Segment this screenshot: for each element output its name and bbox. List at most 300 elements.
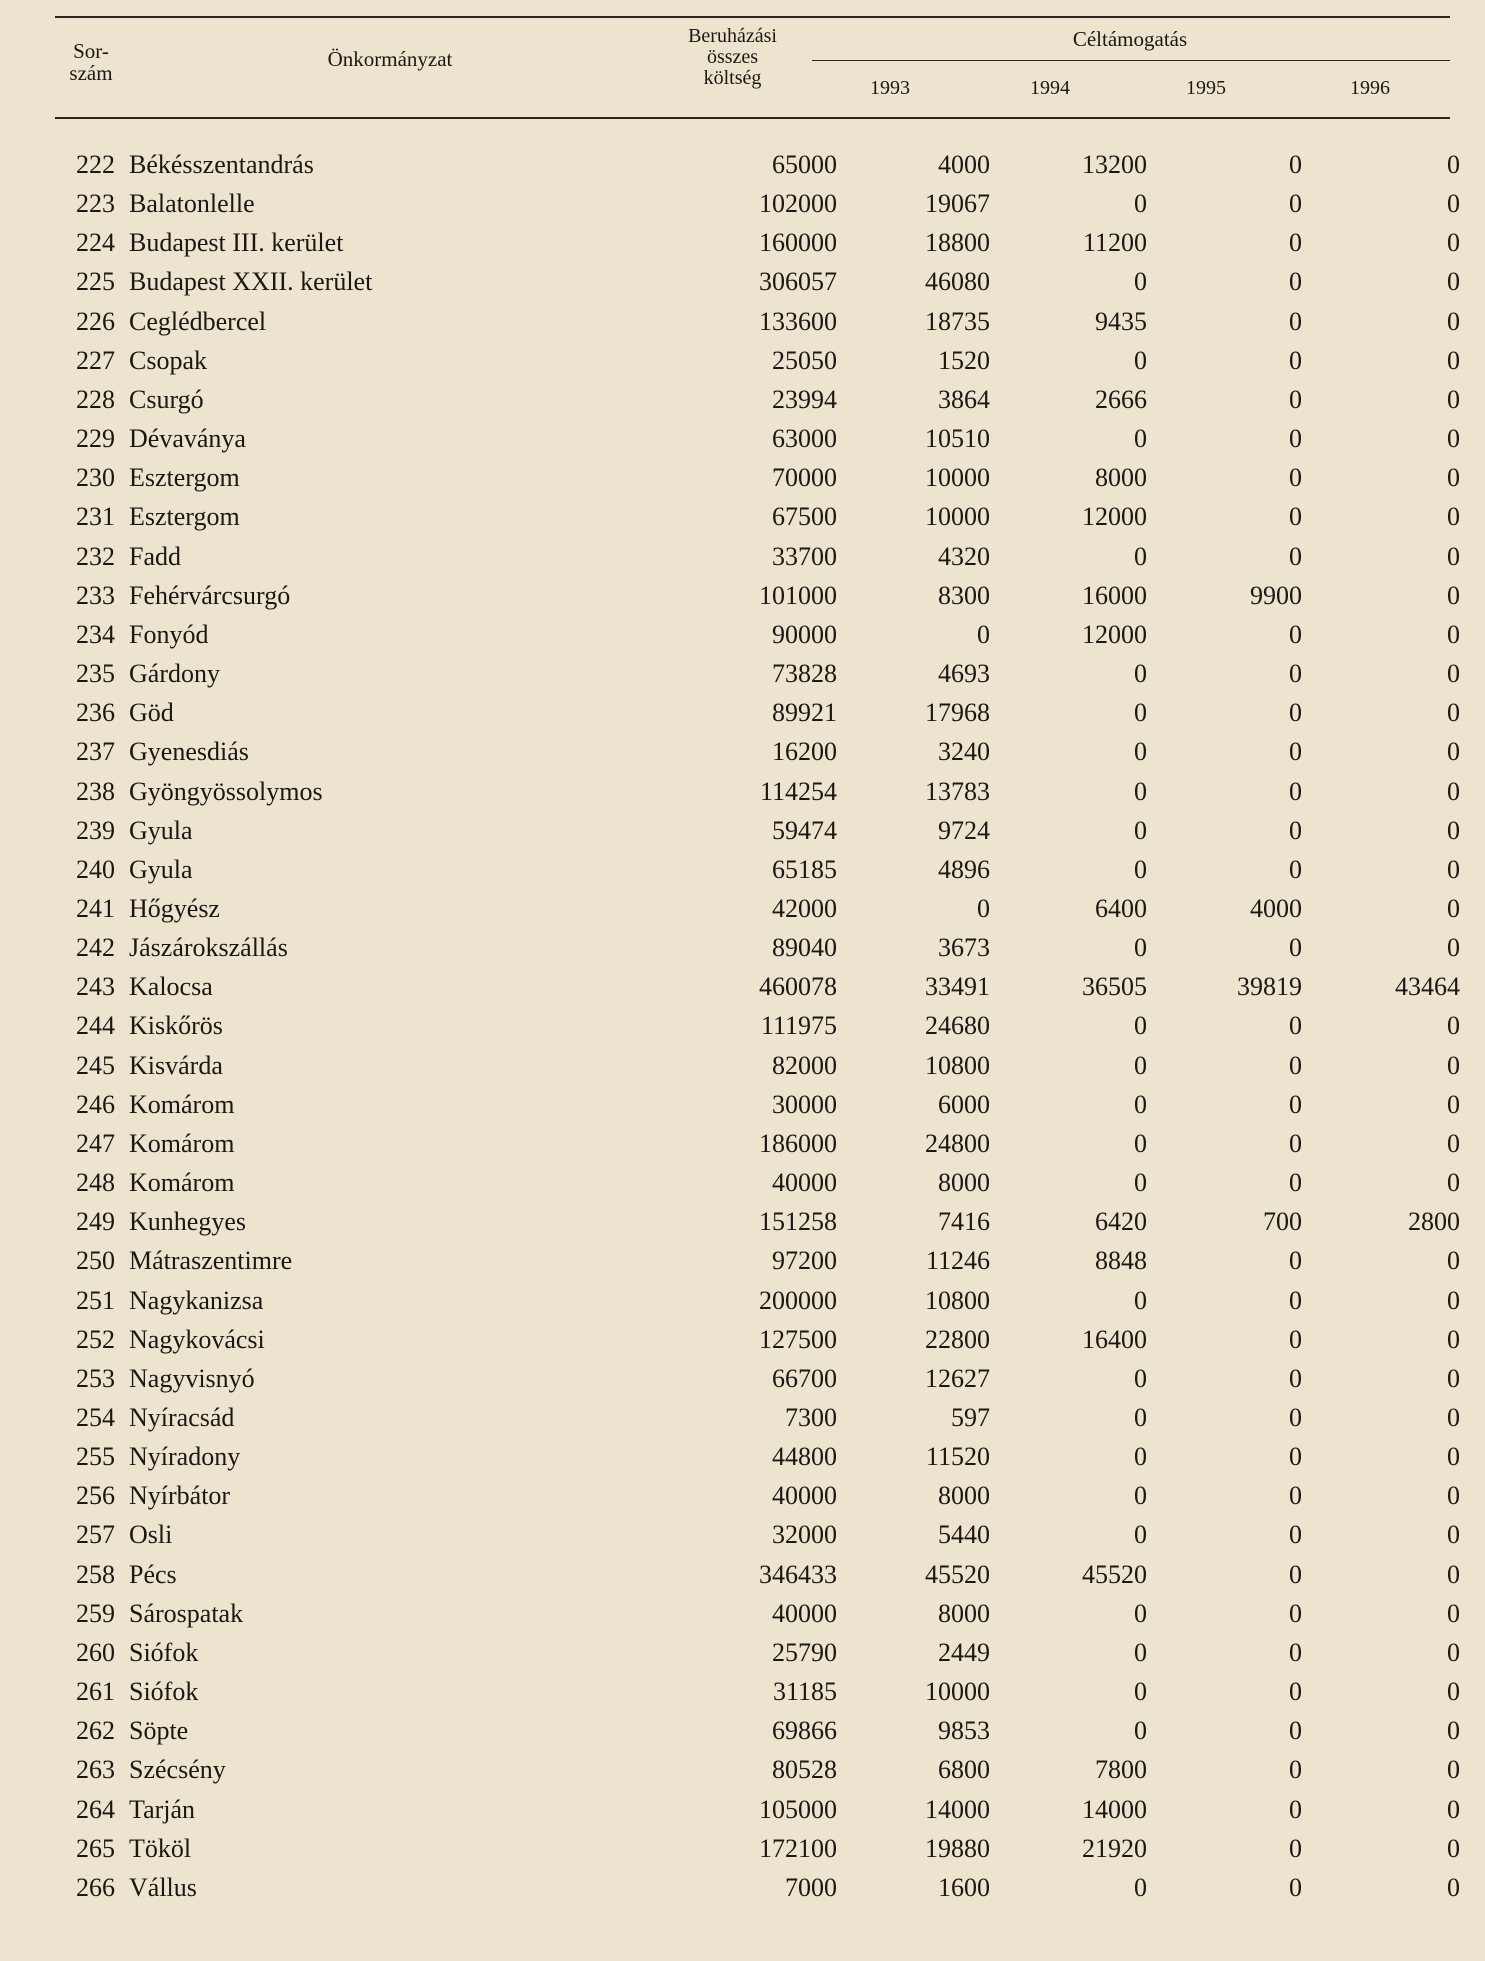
total-cost: 73828 [772, 659, 837, 689]
grant-1996: 0 [1447, 345, 1460, 375]
grant-1994: 0 [1134, 854, 1147, 884]
grant-1996: 0 [1447, 619, 1460, 649]
total-cost: 160000 [759, 228, 837, 258]
row-number: 222 [76, 150, 115, 179]
grant-1996: 0 [1447, 502, 1460, 532]
grant-1993: 18800 [925, 228, 990, 258]
row-number: 265 [76, 1833, 115, 1863]
grant-1996: 0 [1447, 1089, 1460, 1119]
municipality-name: Tarján [129, 1794, 196, 1824]
header-cost [655, 26, 810, 89]
grant-1995: 0 [1289, 345, 1302, 375]
grant-1994: 0 [1134, 776, 1147, 806]
grant-1994: 9435 [1095, 306, 1147, 336]
grant-1993: 12627 [925, 1363, 990, 1393]
row-number: 243 [76, 972, 115, 1002]
total-cost: 133600 [759, 306, 837, 336]
municipality-name: Komárom [129, 1128, 235, 1158]
total-cost: 127500 [759, 1324, 837, 1354]
total-cost: 346433 [759, 1559, 837, 1589]
row-number: 231 [76, 502, 115, 532]
municipality-name: Nyíradony [129, 1442, 241, 1472]
grant-1993: 4320 [938, 541, 990, 571]
municipality-name: Gyula [129, 854, 193, 884]
grant-1994: 14000 [1082, 1794, 1147, 1824]
grant-1993: 6000 [938, 1089, 990, 1119]
municipality-name: Kiskőrös [129, 1011, 223, 1041]
grant-1993: 22800 [925, 1324, 990, 1354]
row-number: 261 [76, 1677, 115, 1707]
row-number: 236 [76, 698, 115, 728]
grant-1996: 0 [1447, 1168, 1460, 1198]
grant-1994: 6420 [1095, 1207, 1147, 1237]
row-number: 250 [76, 1246, 115, 1276]
total-cost: 105000 [759, 1794, 837, 1824]
grant-1996: 0 [1447, 1872, 1460, 1902]
grant-1993: 4896 [938, 854, 990, 884]
grant-1993: 14000 [925, 1794, 990, 1824]
grant-1996: 0 [1447, 1403, 1460, 1432]
table-row [50, 1790, 1460, 1829]
total-cost: 23994 [772, 384, 837, 414]
table-row [50, 497, 1460, 536]
row-number: 251 [76, 1285, 115, 1315]
municipality-name: Pécs [129, 1559, 177, 1589]
municipality-name: Mátraszentimre [129, 1246, 293, 1276]
grant-1994: 0 [1134, 345, 1147, 375]
municipality-name: Esztergom [129, 463, 240, 493]
municipality-name: Komárom [129, 1089, 235, 1119]
grant-1996: 0 [1447, 1285, 1460, 1315]
grant-1993: 1520 [938, 345, 990, 375]
header-year-1996: 1996 [1350, 77, 1390, 99]
row-number: 227 [76, 345, 115, 375]
municipality-name: Gyöngyössolymos [129, 776, 323, 806]
grant-1996: 0 [1447, 1128, 1460, 1158]
total-cost: 90000 [772, 619, 837, 649]
grant-1996: 0 [1447, 580, 1460, 610]
grant-1995: 0 [1289, 1403, 1302, 1432]
grant-1996: 0 [1447, 1559, 1460, 1589]
table-row [50, 1398, 1460, 1437]
grant-1996: 0 [1447, 267, 1460, 297]
grant-1993: 2449 [938, 1637, 990, 1667]
row-number: 244 [76, 1011, 115, 1041]
grant-1996: 0 [1447, 1246, 1460, 1276]
grant-1993: 10800 [925, 1285, 990, 1315]
header-celtamogatas: Céltámogatás [1072, 27, 1188, 51]
total-cost: 101000 [759, 580, 837, 610]
municipality-name: Gyula [129, 815, 193, 845]
row-number: 224 [76, 228, 115, 258]
grant-1993: 9724 [938, 815, 990, 845]
grant-1995: 0 [1289, 1442, 1302, 1472]
total-cost: 67500 [772, 502, 837, 532]
grant-1994: 0 [1134, 1442, 1147, 1472]
table-row [50, 772, 1460, 811]
grant-1994: 0 [1134, 815, 1147, 845]
grant-1993: 5440 [938, 1520, 990, 1550]
row-number: 266 [76, 1872, 115, 1902]
municipality-name: Békésszentandrás [129, 150, 314, 179]
grant-1995: 700 [1263, 1207, 1302, 1237]
grant-1996: 0 [1447, 933, 1460, 963]
municipality-name: Jászárokszállás [129, 933, 288, 963]
table-row [50, 1672, 1460, 1711]
total-cost: 44800 [772, 1442, 837, 1472]
table-row [50, 1163, 1460, 1202]
header-sorszam: Sor- szám [69, 39, 113, 85]
grant-1996: 0 [1447, 1050, 1460, 1080]
table-row [50, 1476, 1460, 1515]
table-row [50, 1202, 1460, 1241]
table-row [50, 732, 1460, 771]
grant-1995: 0 [1289, 933, 1302, 963]
table-row [50, 1711, 1460, 1750]
grant-1996: 0 [1447, 384, 1460, 414]
grant-1996: 0 [1447, 1794, 1460, 1824]
grant-1995: 0 [1289, 1285, 1302, 1315]
grant-1993: 8000 [938, 1168, 990, 1198]
grant-1994: 21920 [1082, 1833, 1147, 1863]
grant-1996: 0 [1447, 737, 1460, 767]
total-cost: 151258 [759, 1207, 837, 1237]
table-row [50, 262, 1460, 301]
table-row [50, 1046, 1460, 1085]
grant-1996: 0 [1447, 463, 1460, 493]
total-cost: 186000 [759, 1128, 837, 1158]
grant-1993: 19067 [925, 189, 990, 219]
grant-1993: 18735 [925, 306, 990, 336]
municipality-name: Kunhegyes [129, 1207, 246, 1237]
municipality-name: Osli [129, 1520, 173, 1550]
grant-1996: 0 [1447, 854, 1460, 884]
grant-1995: 0 [1289, 1128, 1302, 1158]
row-number: 233 [76, 580, 115, 610]
grant-1996: 0 [1447, 306, 1460, 336]
table-row [50, 341, 1460, 380]
grant-1996: 0 [1447, 1833, 1460, 1863]
table-row [50, 1515, 1460, 1554]
municipality-name: Kisvárda [129, 1050, 223, 1080]
row-number: 230 [76, 463, 115, 493]
grant-1995: 0 [1289, 267, 1302, 297]
grant-1993: 8000 [938, 1598, 990, 1628]
grant-1995: 0 [1289, 619, 1302, 649]
row-number: 232 [76, 541, 115, 571]
grant-1995: 0 [1289, 776, 1302, 806]
grant-1994: 0 [1134, 659, 1147, 689]
grant-1994: 11200 [1082, 228, 1147, 258]
grant-1994: 0 [1134, 1716, 1147, 1746]
municipality-name: Fadd [129, 541, 181, 571]
table-row [50, 380, 1460, 419]
grant-1993: 4000 [938, 150, 990, 179]
table-row [50, 458, 1460, 497]
municipality-name: Fonyód [129, 619, 209, 649]
grant-1995: 0 [1289, 698, 1302, 728]
grant-1995: 0 [1289, 1677, 1302, 1707]
table-row [50, 967, 1460, 1006]
grant-1993: 46080 [925, 267, 990, 297]
grant-1995: 0 [1289, 1794, 1302, 1824]
municipality-name: Siófok [129, 1677, 199, 1707]
table-row [50, 615, 1460, 654]
municipality-name: Nagykovácsi [129, 1324, 265, 1354]
row-number: 225 [76, 267, 115, 297]
row-number: 223 [76, 189, 115, 219]
grant-1995: 0 [1289, 150, 1302, 179]
grant-1994: 0 [1134, 1363, 1147, 1393]
municipality-name: Nyírbátor [129, 1481, 231, 1511]
grant-1994: 0 [1134, 933, 1147, 963]
grant-1996: 0 [1447, 541, 1460, 571]
grant-1995: 4000 [1250, 893, 1302, 923]
total-cost: 97200 [772, 1246, 837, 1276]
row-number: 255 [76, 1442, 115, 1472]
grant-1995: 0 [1289, 1481, 1302, 1511]
municipality-name: Siófok [129, 1637, 199, 1667]
municipality-name: Budapest XXII. kerület [129, 267, 373, 297]
grant-1996: 0 [1447, 1324, 1460, 1354]
grant-1995: 0 [1289, 659, 1302, 689]
grant-1993: 10000 [925, 463, 990, 493]
table-row [50, 223, 1460, 262]
grant-1994: 2666 [1095, 384, 1147, 414]
grant-1994: 0 [1134, 1050, 1147, 1080]
table-row [50, 1359, 1460, 1398]
grant-1996: 0 [1447, 1363, 1460, 1393]
grant-1993: 33491 [925, 972, 990, 1002]
grant-1996: 0 [1447, 659, 1460, 689]
table-row [50, 811, 1460, 850]
grant-1996: 0 [1447, 815, 1460, 845]
grant-1994: 45520 [1082, 1559, 1147, 1589]
grant-1996: 0 [1447, 893, 1460, 923]
grant-1996: 2800 [1408, 1207, 1460, 1237]
table-row [50, 1868, 1460, 1907]
row-number: 263 [76, 1755, 115, 1785]
grant-1993: 3673 [938, 933, 990, 963]
grant-1994: 7800 [1095, 1755, 1147, 1785]
row-number: 249 [76, 1207, 115, 1237]
total-cost: 63000 [772, 424, 837, 454]
grant-1994: 0 [1134, 541, 1147, 571]
row-number: 257 [76, 1520, 115, 1550]
total-cost: 16200 [772, 737, 837, 767]
municipality-name: Balatonlelle [129, 189, 255, 219]
header-cost-line3: költség [703, 67, 762, 89]
grant-1995: 9900 [1250, 580, 1302, 610]
grant-1993: 10000 [925, 502, 990, 532]
total-cost: 111975 [760, 1011, 837, 1041]
municipality-name: Kalocsa [129, 972, 213, 1002]
grant-1995: 0 [1289, 463, 1302, 493]
grant-1995: 0 [1289, 737, 1302, 767]
municipality-name: Nyíracsád [129, 1403, 235, 1432]
total-cost: 59474 [772, 815, 837, 845]
grant-1994: 0 [1134, 1168, 1147, 1198]
data-table [50, 145, 1460, 1907]
row-number: 253 [76, 1363, 115, 1393]
municipality-name: Vállus [129, 1872, 197, 1902]
table-row [50, 1437, 1460, 1476]
grant-1994: 12000 [1082, 502, 1147, 532]
total-cost: 30000 [772, 1089, 837, 1119]
total-cost: 32000 [772, 1520, 837, 1550]
grant-1994: 0 [1134, 698, 1147, 728]
header-bottom-rule [55, 117, 1450, 119]
grant-1996: 0 [1447, 1442, 1460, 1472]
table-row [50, 889, 1460, 928]
grant-1993: 597 [951, 1403, 990, 1432]
grant-1993: 0 [977, 619, 990, 649]
grant-1995: 0 [1289, 189, 1302, 219]
grant-1994: 0 [1134, 1481, 1147, 1511]
grant-1994: 0 [1134, 424, 1147, 454]
header-onkormanyzat: Önkormányzat [327, 47, 453, 71]
table-row [50, 537, 1460, 576]
grant-1993: 24680 [925, 1011, 990, 1041]
grant-1994: 13200 [1082, 150, 1147, 179]
total-cost: 69866 [772, 1716, 837, 1746]
row-number: 240 [76, 854, 115, 884]
row-number: 229 [76, 424, 115, 454]
top-rule [55, 16, 1450, 18]
grant-1995: 0 [1289, 1089, 1302, 1119]
grant-1995: 0 [1289, 815, 1302, 845]
grant-1996: 0 [1447, 1637, 1460, 1667]
municipality-name: Budapest III. kerület [129, 228, 344, 258]
grant-1994: 0 [1134, 1677, 1147, 1707]
grant-1996: 0 [1447, 1011, 1460, 1041]
table-row [50, 1829, 1460, 1868]
grant-1993: 4693 [938, 659, 990, 689]
grant-1994: 16000 [1082, 580, 1147, 610]
grant-1996: 0 [1447, 1481, 1460, 1511]
row-number: 254 [76, 1403, 115, 1432]
table-row [50, 184, 1460, 223]
table-row [50, 302, 1460, 341]
grant-1995: 0 [1289, 1168, 1302, 1198]
grant-1993: 3864 [938, 384, 990, 414]
grant-1996: 0 [1447, 150, 1460, 179]
grant-1993: 10800 [925, 1050, 990, 1080]
grant-1995: 0 [1289, 1755, 1302, 1785]
table-row [50, 1594, 1460, 1633]
grant-1994: 0 [1134, 189, 1147, 219]
grant-1995: 0 [1289, 228, 1302, 258]
total-cost: 70000 [772, 463, 837, 493]
table-row [50, 1633, 1460, 1672]
grant-1993: 11520 [925, 1442, 990, 1472]
row-number: 256 [76, 1481, 115, 1511]
grant-1996: 0 [1447, 1520, 1460, 1550]
total-cost: 40000 [772, 1481, 837, 1511]
table-row [50, 654, 1460, 693]
municipality-name: Söpte [129, 1716, 189, 1746]
table-row [50, 1281, 1460, 1320]
grant-1995: 0 [1289, 1011, 1302, 1041]
table-row [50, 850, 1460, 889]
grant-1994: 0 [1134, 1872, 1147, 1902]
table-row [50, 145, 1460, 184]
municipality-name: Dévaványa [129, 424, 246, 454]
grant-1995: 0 [1289, 384, 1302, 414]
header-cost-line2: összes [706, 46, 759, 68]
grant-1995: 0 [1289, 1050, 1302, 1080]
grant-1994: 36505 [1082, 972, 1147, 1002]
grant-1996: 0 [1447, 1598, 1460, 1628]
row-number: 247 [76, 1128, 115, 1158]
grant-1994: 0 [1134, 1128, 1147, 1158]
grant-1995: 0 [1289, 1559, 1302, 1589]
municipality-name: Csopak [129, 345, 207, 375]
grant-1993: 8000 [938, 1481, 990, 1511]
municipality-name: Nagyvisnyó [129, 1363, 255, 1393]
total-cost: 172100 [759, 1833, 837, 1863]
total-cost: 65185 [772, 854, 837, 884]
header-year-1993: 1993 [870, 77, 910, 99]
total-cost: 25050 [772, 345, 837, 375]
grant-1994: 0 [1134, 1637, 1147, 1667]
row-number: 234 [76, 619, 115, 649]
grant-1994: 0 [1134, 1285, 1147, 1315]
grant-1996: 0 [1447, 776, 1460, 806]
row-number: 237 [76, 737, 115, 767]
row-number: 258 [76, 1559, 115, 1589]
grant-1993: 8300 [938, 580, 990, 610]
row-number: 226 [76, 306, 115, 336]
municipality-name: Gárdony [129, 659, 220, 689]
municipality-name: Sárospatak [129, 1598, 244, 1628]
grant-1993: 11246 [925, 1246, 990, 1276]
table-row [50, 1006, 1460, 1045]
grant-1995: 0 [1289, 1833, 1302, 1863]
municipality-name: Fehérvárcsurgó [129, 580, 291, 610]
table-row [50, 693, 1460, 732]
grant-1995: 39819 [1237, 972, 1302, 1002]
table-row [50, 1241, 1460, 1280]
row-number: 228 [76, 384, 115, 414]
table-row [50, 1085, 1460, 1124]
total-cost: 31185 [772, 1677, 837, 1707]
grant-1995: 0 [1289, 1637, 1302, 1667]
total-cost: 114254 [759, 776, 837, 806]
total-cost: 7000 [785, 1872, 837, 1902]
grant-1996: 0 [1447, 189, 1460, 219]
grant-1996: 0 [1447, 424, 1460, 454]
row-number: 245 [76, 1050, 115, 1080]
municipality-name: Göd [129, 698, 174, 728]
grant-1993: 45520 [925, 1559, 990, 1589]
row-number: 242 [76, 933, 115, 963]
grant-1995: 0 [1289, 424, 1302, 454]
header-year-1995: 1995 [1186, 77, 1226, 99]
table-body [50, 145, 1460, 1907]
grant-1993: 9853 [938, 1716, 990, 1746]
total-cost: 102000 [759, 189, 837, 219]
grant-1996: 0 [1447, 1755, 1460, 1785]
total-cost: 42000 [772, 893, 837, 923]
total-cost: 33700 [772, 541, 837, 571]
table-row [50, 419, 1460, 458]
table-row [50, 1750, 1460, 1789]
row-number: 248 [76, 1168, 115, 1198]
grant-1993: 1600 [938, 1872, 990, 1902]
grant-1994: 0 [1134, 1011, 1147, 1041]
table-row [50, 1320, 1460, 1359]
